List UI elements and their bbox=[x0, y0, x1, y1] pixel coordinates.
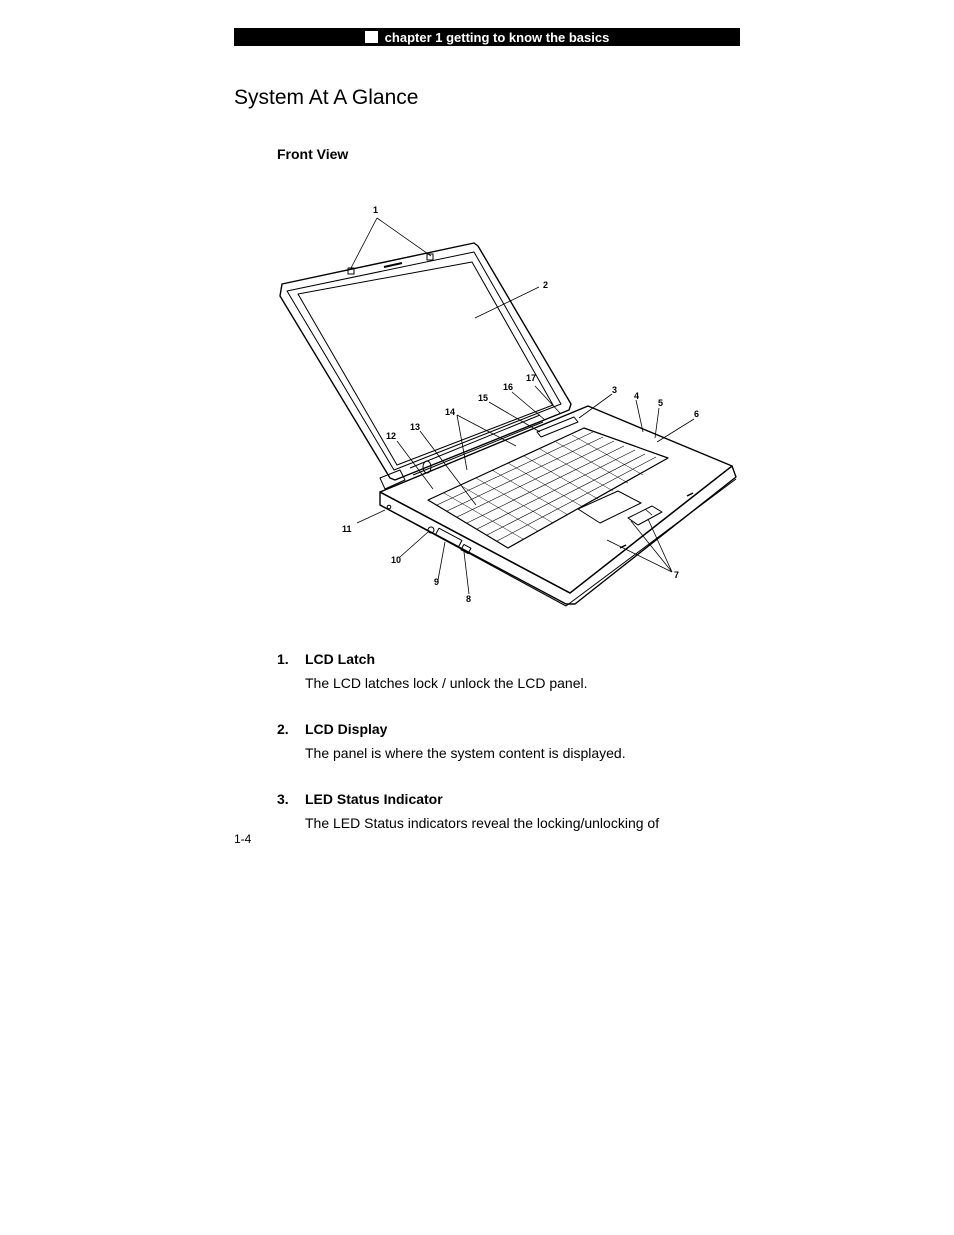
lid-outline bbox=[280, 243, 571, 480]
callout-9: 9 bbox=[434, 577, 440, 587]
page-number: 1-4 bbox=[234, 832, 252, 846]
laptop-front-view-diagram bbox=[270, 195, 750, 615]
lid-bezel bbox=[287, 252, 561, 470]
callout-4: 4 bbox=[634, 391, 640, 401]
callout-17: 17 bbox=[526, 373, 537, 383]
callout-1: 1 bbox=[373, 205, 379, 215]
callout-3: 3 bbox=[612, 385, 618, 395]
chapter-title: chapter 1 getting to know the basics bbox=[384, 29, 610, 45]
item-description: The LCD latches lock / unlock the LCD panel. bbox=[305, 675, 588, 691]
base-led bbox=[687, 493, 693, 496]
callout-6: 6 bbox=[694, 409, 700, 419]
latch-top-bar bbox=[384, 263, 402, 267]
callout-15: 15 bbox=[478, 393, 489, 403]
callout-14: 14 bbox=[445, 407, 456, 417]
callout-13: 13 bbox=[410, 422, 421, 432]
item-number: 2. bbox=[277, 721, 289, 737]
callout-2: 2 bbox=[543, 280, 549, 290]
page-title: System At A Glance bbox=[234, 86, 419, 109]
callout-5: 5 bbox=[658, 398, 664, 408]
item-description: The panel is where the system content is displayed. bbox=[305, 745, 626, 761]
square-icon bbox=[365, 31, 378, 43]
callout-12: 12 bbox=[386, 431, 397, 441]
callout-8: 8 bbox=[466, 594, 472, 604]
side-switch bbox=[387, 505, 391, 509]
callout-16: 16 bbox=[503, 382, 514, 392]
item-heading: LCD Display bbox=[305, 721, 388, 737]
item-description: The LED Status indicators reveal the locking/unlocking of bbox=[305, 815, 660, 831]
callout-11: 11 bbox=[342, 524, 352, 534]
list-item bbox=[277, 721, 626, 761]
list-item bbox=[277, 651, 588, 691]
chapter-header-bar bbox=[234, 28, 740, 46]
touchpad bbox=[578, 491, 641, 523]
screen-panel bbox=[298, 262, 553, 465]
section-subtitle: Front View bbox=[277, 146, 349, 162]
item-heading: LED Status Indicator bbox=[305, 791, 443, 807]
callout-10: 10 bbox=[391, 555, 402, 565]
callout-7: 7 bbox=[674, 570, 680, 580]
item-number: 1. bbox=[277, 651, 289, 667]
item-number: 3. bbox=[277, 791, 289, 807]
touchpad-buttons bbox=[628, 506, 662, 525]
list-item bbox=[277, 791, 660, 831]
item-heading: LCD Latch bbox=[305, 651, 375, 667]
